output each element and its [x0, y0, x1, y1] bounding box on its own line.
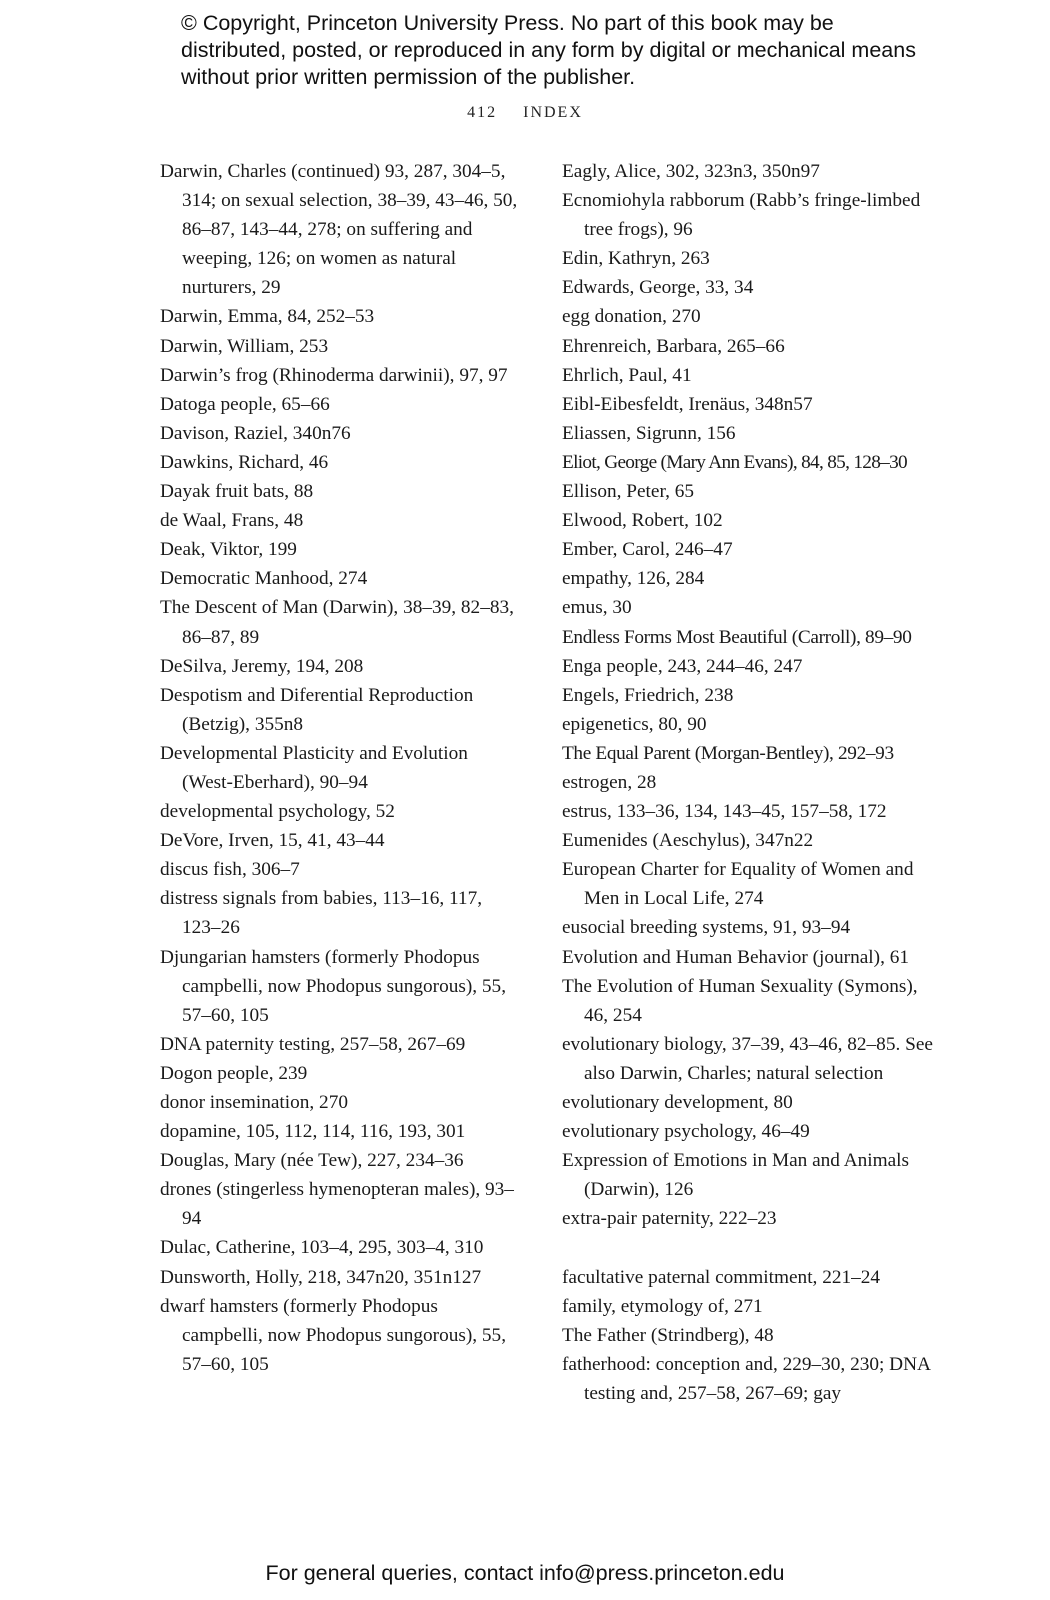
- index-entry: Ehrenreich, Barbara, 265–66: [562, 335, 785, 357]
- index-entry: The Equal Parent (Morgan-Bentley), 292–93: [562, 742, 894, 764]
- index-entry: Eliassen, Sigrunn, 156: [562, 422, 736, 444]
- index-entry: Darwin, Charles (continued) 93, 287, 304–5, 314; on sexual selection, 38–39, 43–46, 50, 86–87, 143–44, 278; on suffering and weeping, 126; on women as natural nurturers, 29: [160, 161, 518, 299]
- running-head: [0, 104, 1050, 122]
- index-entry: Dawkins, Richard, 46: [160, 451, 329, 473]
- index-entry: DeVore, Irven, 15, 41, 43–44: [160, 830, 385, 852]
- index-entry: European Charter for Equality of Women and Men in Local Life, 274: [562, 859, 914, 910]
- index-entry: Dayak fruit bats, 88: [160, 481, 314, 503]
- section-title: INDEX: [523, 104, 583, 121]
- index-entry: estrogen, 28: [562, 771, 657, 793]
- index-column-right: [562, 157, 934, 1408]
- index-entry: Ember, Carol, 246–47: [562, 539, 733, 561]
- index-entry: Expression of Emotions in Man and Animals (Darwin), 126: [562, 1150, 910, 1201]
- index-entry: facultative paternal commitment, 221–24: [562, 1266, 881, 1288]
- index-entry: Elwood, Robert, 102: [562, 510, 723, 532]
- index-entry: Edin, Kathryn, 263: [562, 248, 710, 270]
- page-number: 412: [467, 104, 498, 121]
- index-entry: Enga people, 243, 244–46, 247: [562, 655, 803, 677]
- index-entry: evolutionary development, 80: [562, 1092, 793, 1113]
- index-entry: dwarf hamsters (formerly Phodopus campbelli, now Phodopus sungorous), 55, 57–60, 105: [160, 1295, 507, 1375]
- index-entry: donor insemination, 270: [160, 1092, 348, 1113]
- index-entry: Ellison, Peter, 65: [562, 481, 695, 503]
- index-entry: Despotism and Diferential Reproduction (Betzig), 355n8: [160, 684, 474, 735]
- index-entry: evolutionary biology, 37–39, 43–46, 82–85. See also Darwin, Charles; natural selection: [562, 1033, 933, 1084]
- index-entry: Eagly, Alice, 302, 323n3, 350n97: [562, 161, 820, 182]
- index-entry: distress signals from babies, 113–16, 117, 123–26: [160, 888, 483, 939]
- index-entry: de Waal, Frans, 48: [160, 510, 304, 532]
- index-entry: Dulac, Catherine, 103–4, 295, 303–4, 310: [160, 1237, 484, 1259]
- index-entry: dopamine, 105, 112, 114, 116, 193, 301: [160, 1121, 466, 1143]
- index-entry: The Descent of Man (Darwin), 38–39, 82–83, 86–87, 89: [160, 597, 514, 648]
- index-entry: empathy, 126, 284: [562, 568, 705, 590]
- index-entry: Democratic Manhood, 274: [160, 568, 368, 590]
- footer-contact: For general queries, contact info@press.princeton.edu: [265, 1561, 785, 1585]
- copyright-notice: © Copyright, Princeton University Press. No part of this book may be distributed, posted, or reproduced in any form by digital or mechanical means without prior written permission of the publisher.: [181, 11, 916, 89]
- index-entry: Darwin, William, 253: [160, 335, 329, 357]
- index-entry: Eibl-Eibesfeldt, Irenäus, 348n57: [562, 393, 813, 415]
- index-entry: evolutionary psychology, 46–49: [562, 1121, 810, 1143]
- index-entry: fatherhood: conception and, 229–30, 230; DNA testing and, 257–58, 267–69; gay: [562, 1353, 930, 1404]
- index-entry: emus, 30: [562, 597, 632, 619]
- index-entry: egg donation, 270: [562, 306, 701, 328]
- index-entry: Darwin, Emma, 84, 252–53: [160, 306, 375, 328]
- index-entry: Edwards, George, 33, 34: [562, 277, 754, 299]
- index-entry: Dogon people, 239: [160, 1062, 308, 1084]
- index-entry: epigenetics, 80, 90: [562, 713, 707, 735]
- index-entry: Evolution and Human Behavior (journal), 61: [562, 946, 909, 968]
- index-column-left: [160, 157, 520, 1379]
- index-entry: Dunsworth, Holly, 218, 347n20, 351n127: [160, 1266, 482, 1288]
- index-entry: discus fish, 306–7: [160, 859, 300, 881]
- index-entry: Endless Forms Most Beautiful (Carroll), 89–90: [562, 626, 912, 648]
- index-entry: DeSilva, Jeremy, 194, 208: [160, 655, 364, 677]
- index-entry: Djungarian hamsters (formerly Phodopus campbelli, now Phodopus sungorous), 55, 57–60, 105: [160, 946, 507, 1026]
- index-entry: Davison, Raziel, 340n76: [160, 422, 351, 444]
- index-entry: family, etymology of, 271: [562, 1295, 763, 1317]
- index-entry: Engels, Friedrich, 238: [562, 684, 734, 706]
- index-entry: The Father (Strindberg), 48: [562, 1324, 774, 1346]
- index-entry: Ecnomiohyla rabborum (Rabb’s fringe-limbed tree frogs), 96: [562, 190, 921, 241]
- index-entry: Ehrlich, Paul, 41: [562, 364, 692, 386]
- index-entry: estrus, 133–36, 134, 143–45, 157–58, 172: [562, 801, 887, 823]
- index-entry: drones (stingerless hymenopteran males), 93–94: [160, 1179, 514, 1230]
- index-entry: eusocial breeding systems, 91, 93–94: [562, 917, 851, 939]
- index-entry: Darwin’s frog (Rhinoderma darwinii), 97, 97: [160, 364, 508, 386]
- index-entry: Deak, Viktor, 199: [160, 539, 297, 561]
- index-entry: Eliot, George (Mary Ann Evans), 84, 85, 128–30: [562, 451, 907, 473]
- letter-group-gap: [562, 1233, 934, 1262]
- index-entry: The Evolution of Human Sexuality (Symons), 46, 254: [562, 975, 918, 1026]
- index-entry: DNA paternity testing, 257–58, 267–69: [160, 1033, 466, 1055]
- index-entry: Douglas, Mary (née Tew), 227, 234–36: [160, 1150, 464, 1172]
- index-entry: developmental psychology, 52: [160, 801, 395, 823]
- index-entry: Eumenides (Aeschylus), 347n22: [562, 830, 814, 852]
- index-entry: Datoga people, 65–66: [160, 393, 330, 415]
- index-entry: extra-pair paternity, 222–23: [562, 1208, 777, 1230]
- index-entry: Developmental Plasticity and Evolution (West-Eberhard), 90–94: [160, 742, 468, 793]
